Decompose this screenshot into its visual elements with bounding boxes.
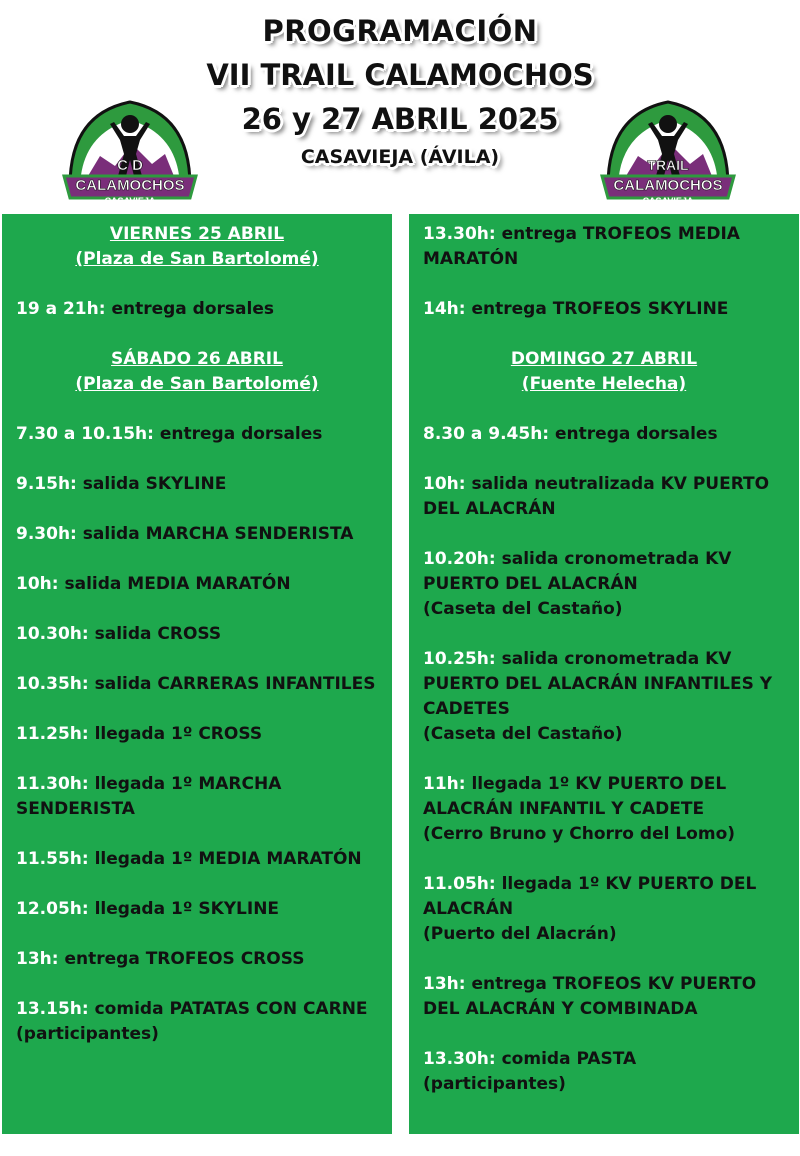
entry-note: (Caseta del Castaño) [423,724,623,744]
logo-right-place: CASAVIEJA [642,196,694,206]
entry-text: salida CARRERAS INFANTILES [88,674,376,694]
entry-time: 10h: [16,574,59,594]
schedule-entry [16,722,378,747]
entry-time: 14h: [423,299,466,319]
entry-text: entrega dorsales [153,424,323,444]
day-title: VIERNES 25 ABRIL [109,224,285,244]
entry-text: salida SKYLINE [76,474,227,494]
logo-right-top-text: TRAIL [647,157,689,173]
entry-time: 13h: [16,949,59,969]
entry-text: entrega TROFEOS KV PUERTO DEL ALACRÁN Y COMBINADA [423,974,757,1019]
schedule-entry [16,772,378,822]
entry-time: 11.05h: [423,874,496,894]
entry-time: 10.30h: [16,624,89,644]
entry-time: 13.30h: [423,1049,496,1069]
entry-time: 11.30h: [16,774,89,794]
entry-text: entrega TROFEOS MEDIA MARATÓN [423,224,740,269]
entry-time: 10.20h: [423,549,496,569]
schedule-entry [423,872,785,947]
schedule-entry [423,472,785,522]
schedule-entry [16,897,378,922]
entry-text: comida PASTA (participantes) [423,1049,637,1094]
schedule-entry [16,997,378,1047]
schedule-entry [16,847,378,872]
entry-time: 19 a 21h: [16,299,106,319]
entry-text: salida MEDIA MARATÓN [58,574,291,594]
entry-text: salida cronometrada KV PUERTO DEL ALACRÁN INFANTILES Y CADETES [423,649,773,719]
schedule-entry [423,772,785,847]
entry-text: salida CROSS [88,624,222,644]
entry-text: entrega dorsales [549,424,718,444]
entry-time: 11h: [423,774,466,794]
day-sunday [423,347,785,397]
entry-note: (Cerro Bruno y Chorro del Lomo) [423,824,736,844]
schedule-left-column [2,214,392,1134]
schedule-entry [16,472,378,497]
day-friday [16,222,378,272]
entry-text: llegada 1º SKYLINE [88,899,280,919]
day-title: DOMINGO 27 ABRIL [510,349,698,369]
schedule-entry [16,572,378,597]
trail-calamochos-logo [598,94,738,214]
entry-text: salida cronometrada KV PUERTO DEL ALACRÁN [423,549,732,594]
entry-time: 9.15h: [16,474,77,494]
entry-time: 10h: [423,474,466,494]
cd-calamochos-logo [60,94,200,214]
day-title: SÁBADO 26 ABRIL [111,349,283,369]
entry-text: entrega dorsales [105,299,274,319]
entry-time: 8.30 a 9.45h: [423,424,550,444]
entry-text: llegada 1º MARCHA SENDERISTA [16,774,282,819]
day-place: (Fuente Helecha) [521,374,687,394]
day-place: (Plaza de San Bartolomé) [75,249,319,269]
entry-text: entrega TROFEOS CROSS [58,949,305,969]
schedule-entry [423,547,785,622]
entry-note: (Caseta del Castaño) [423,599,623,619]
schedule-entry [16,522,378,547]
entry-note: (Puerto del Alacrán) [423,924,617,944]
schedule-entry [423,647,785,747]
title-event-dates: 26 y 27 ABRIL 2025 [241,102,559,136]
schedule-entry [16,422,378,447]
entry-text: llegada 1º KV PUERTO DEL ALACRÁN INFANTIL Y CADETE [423,774,727,819]
entry-time: 9.30h: [16,524,77,544]
title-location: CASAVIEJA (ÁVILA) [300,146,500,168]
entry-time: 13.15h: [16,999,89,1019]
schedule-right-column [409,214,799,1134]
schedule-entry [423,297,785,322]
logo-left-place: CASAVIEJA [104,196,156,206]
entry-time: 12.05h: [16,899,89,919]
schedule-entry [423,1047,785,1097]
entry-time: 10.25h: [423,649,496,669]
entry-time: 10.35h: [16,674,89,694]
entry-text: entrega TROFEOS SKYLINE [465,299,729,319]
entry-time: 11.55h: [16,849,89,869]
logo-left-name: CALAMOCHOS [75,177,185,194]
logo-left-top-text: C D [117,157,143,174]
logo-right-name: CALAMOCHOS [613,177,723,194]
entry-time: 7.30 a 10.15h: [16,424,154,444]
schedule-entry [423,222,785,272]
entry-text: salida MARCHA SENDERISTA [76,524,354,544]
entry-text: llegada 1º KV PUERTO DEL ALACRÁN [423,874,757,919]
schedule-entry [16,297,378,322]
day-saturday [16,347,378,397]
schedule-entry [423,422,785,447]
schedule-entry [16,622,378,647]
schedule-entry [16,947,378,972]
title-event-name: VII TRAIL CALAMOCHOS [206,58,594,92]
entry-text: llegada 1º MEDIA MARATÓN [88,849,362,869]
entry-text: salida neutralizada KV PUERTO DEL ALACRÁN [423,474,770,519]
entry-text: llegada 1º CROSS [88,724,263,744]
entry-time: 13.30h: [423,224,496,244]
day-place: (Plaza de San Bartolomé) [75,374,319,394]
entry-time: 13h: [423,974,466,994]
entry-time: 11.25h: [16,724,89,744]
schedule-entry [423,972,785,1022]
schedule-entry [16,672,378,697]
title-programacion: PROGRAMACIÓN [262,14,538,48]
entry-text: comida PATATAS CON CARNE (participantes) [16,999,368,1044]
